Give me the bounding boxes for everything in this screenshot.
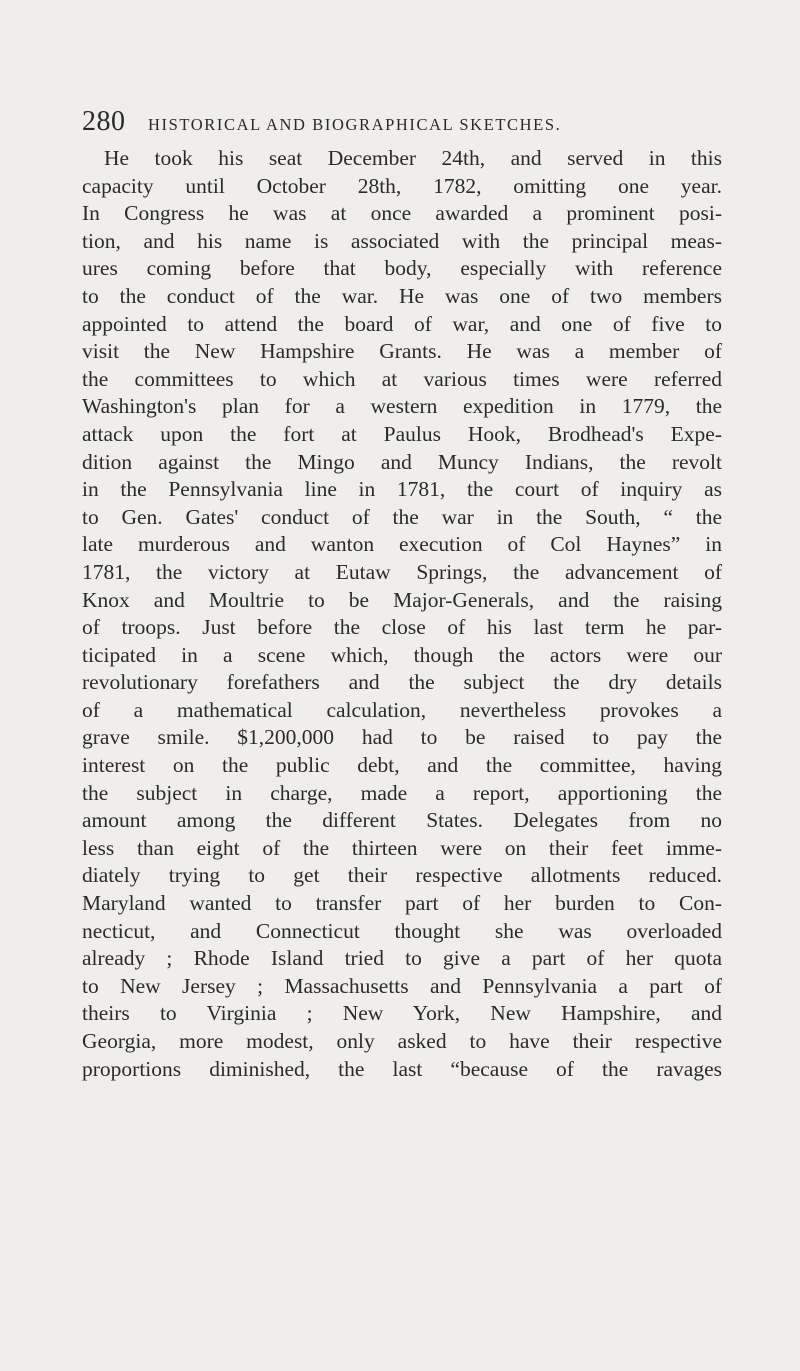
text-line: ures coming before that body, especially with reference (82, 256, 722, 281)
body-paragraph (82, 145, 722, 1083)
text-line: 1781, the victory at Eutaw Springs, the advancement of (82, 559, 722, 584)
text-line: dition against the Mingo and Muncy Indians, the revolt (82, 449, 722, 474)
text-line: theirs to Virginia ; New York, New Hampshire, and (82, 1001, 722, 1026)
text-line: already ; Rhode Island tried to give a part of her quota (82, 946, 722, 971)
text-line: diately trying to get their respective allotments reduced. (82, 863, 722, 888)
text-line: to New Jersey ; Massachusetts and Pennsylvania a part of (82, 973, 722, 998)
text-line: interest on the public debt, and the committee, having (82, 753, 722, 778)
text-line: Washington's plan for a western expedition in 1779, the (82, 394, 722, 419)
text-line: late murderous and wanton execution of Col Haynes” in (82, 532, 722, 557)
text-line: Georgia, more modest, only asked to have their respective (82, 1029, 722, 1053)
text-line: attack upon the fort at Paulus Hook, Brodhead's Expe- (82, 421, 722, 446)
text-line: tion, and his name is associated with the principal meas- (82, 228, 722, 253)
text-line: in the Pennsylvania line in 1781, the court of inquiry as (82, 477, 722, 502)
text-line: In Congress he was at once awarded a prominent posi- (82, 201, 722, 226)
page-number: 280 (82, 106, 126, 137)
text-line: of a mathematical calculation, nevertheless provokes a (82, 697, 722, 722)
text-line: Knox and Moultrie to be Major-Generals, and the raising (82, 587, 722, 612)
text-line: necticut, and Connecticut thought she was overloaded (82, 918, 722, 943)
running-title: HISTORICAL AND BIOGRAPHICAL SKETCHES. (148, 115, 562, 134)
text-line: the subject in charge, made a report, apportioning the (82, 780, 722, 805)
text-line: He took his seat December 24th, and served in this (104, 146, 722, 170)
text-line: grave smile. $1,200,000 had to be raised to pay the (82, 725, 722, 750)
text-line: less than eight of the thirteen were on their feet imme- (82, 835, 722, 860)
text-line: capacity until October 28th, 1782, omitting one year. (82, 173, 722, 198)
text-line: visit the New Hampshire Grants. He was a member of (82, 339, 722, 364)
text-line: revolutionary forefathers and the subject the dry details (82, 670, 722, 695)
text-line: appointed to attend the board of war, and one of five to (82, 311, 722, 336)
text-line: the committees to which at various times were referred (82, 366, 722, 391)
text-line: ticipated in a scene which, though the actors were our (82, 642, 722, 667)
running-header (82, 100, 722, 144)
text-line: proportions diminished, the last “because of the ravages (82, 1056, 722, 1081)
text-line: Maryland wanted to transfer part of her burden to Con- (82, 891, 722, 916)
text-line: to Gen. Gates' conduct of the war in the South, “ the (82, 504, 722, 529)
text-line: of troops. Just before the close of his last term he par- (82, 615, 722, 640)
text-line: to the conduct of the war. He was one of two members (82, 283, 722, 308)
text-line: amount among the different States. Delegates from no (82, 808, 722, 833)
